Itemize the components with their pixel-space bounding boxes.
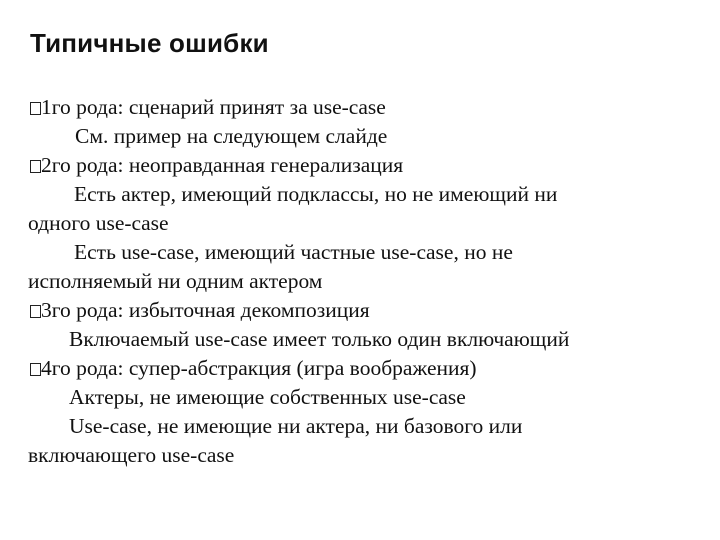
- bullet-heading: го рода: супер-абстракция (игра воображения): [51, 356, 477, 380]
- square-bullet-icon: [30, 363, 41, 376]
- square-bullet-icon: [30, 305, 41, 318]
- bullet-marker: 4: [41, 356, 52, 380]
- bullet-detail: См. пример на следующем слайде: [75, 124, 388, 148]
- bullet-item-3: [28, 296, 688, 325]
- bullet-detail-continuation: включающего use-case: [28, 443, 235, 467]
- bullet-heading: го рода: неоправданная генерализация: [51, 153, 404, 177]
- bullet-detail: Актеры, не имеющие собственных use-case: [69, 385, 466, 409]
- slide-body: [28, 93, 688, 470]
- bullet-detail: Есть актер, имеющий подклассы, но не имеющий ни: [74, 182, 558, 206]
- bullet-item-1: [28, 93, 688, 122]
- bullet-item-2: [28, 151, 688, 180]
- bullet-marker: 2: [41, 153, 52, 177]
- bullet-marker: 3: [41, 298, 52, 322]
- bullet-item-4: [28, 354, 688, 383]
- bullet-detail-continuation: одного use-case: [28, 211, 169, 235]
- square-bullet-icon: [30, 102, 41, 115]
- bullet-detail: Есть use-case, имеющий частные use-case, но не: [74, 240, 513, 264]
- bullet-detail: Включаемый use-case имеет только один включающий: [69, 327, 570, 351]
- bullet-marker: 1: [41, 95, 52, 119]
- bullet-detail-continuation: исполняемый ни одним актером: [28, 269, 323, 293]
- bullet-detail: Use-case, не имеющие ни актера, ни базового или: [69, 414, 523, 438]
- bullet-heading: го рода: избыточная декомпозиция: [51, 298, 370, 322]
- bullet-heading: го рода: сценарий принят за use-case: [51, 95, 386, 119]
- slide-title: Типичные ошибки: [30, 28, 269, 58]
- square-bullet-icon: [30, 160, 41, 173]
